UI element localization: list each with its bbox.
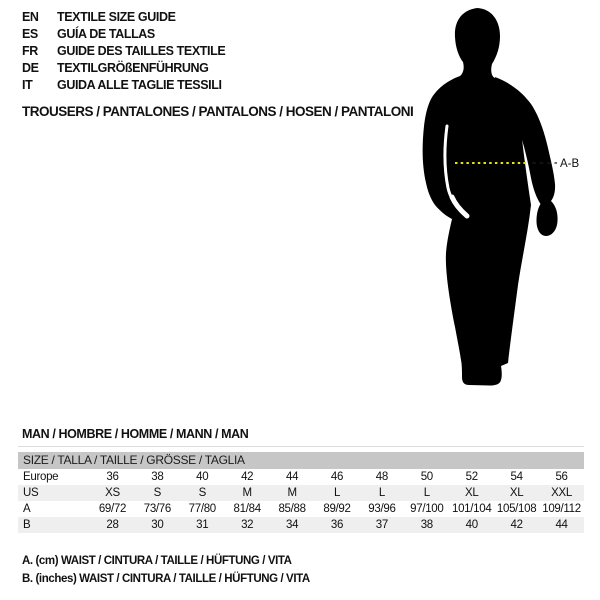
size-cell: XL: [509, 487, 524, 499]
measure-label: A-B: [560, 158, 580, 170]
size-cell: L: [378, 487, 385, 499]
size-cell: 36: [106, 471, 119, 483]
size-cell: 28: [106, 519, 119, 531]
man-silhouette-body: [423, 8, 531, 386]
size-cell: 77/80: [188, 503, 216, 515]
language-row: [22, 60, 225, 77]
size-cell: 81/84: [233, 503, 261, 515]
size-cell: 37: [375, 519, 388, 531]
size-cell: M: [242, 487, 252, 499]
language-title-list: [22, 9, 225, 94]
size-cell: 42: [510, 519, 523, 531]
size-cell: S: [153, 487, 162, 499]
size-cell: 101/104: [451, 503, 492, 515]
size-cell: L: [333, 487, 341, 499]
size-cell: L: [423, 487, 430, 499]
table-top-rule: [18, 446, 584, 447]
language-title: TEXTILE SIZE GUIDE: [57, 10, 176, 24]
size-cell: 109/112: [542, 503, 581, 515]
size-cell: 38: [420, 519, 433, 531]
section-title-man: MAN / HOMBRE / HOMME / MANN / MAN: [22, 427, 249, 441]
size-cell: 40: [465, 519, 478, 531]
size-table-header: SIZE / TALLA / TAILLE / GRÖSSE / TAGLIA: [18, 452, 584, 469]
size-cell: 34: [285, 519, 299, 531]
language-row: [22, 43, 225, 60]
size-cell: 38: [151, 471, 164, 483]
size-table-row: [18, 469, 584, 485]
measurement-note: B. (inches) WAIST / CINTURA / TAILLE / HÜFTUNG / VITA: [22, 573, 310, 585]
size-cell: 40: [196, 471, 209, 483]
size-cell: 93/96: [368, 503, 396, 515]
size-table-rows: [18, 469, 584, 533]
size-cell: S: [198, 487, 206, 499]
size-cell: 54: [510, 471, 523, 483]
size-cell: 85/88: [278, 503, 306, 515]
size-cell: 30: [151, 519, 164, 531]
row-label: Europe: [23, 471, 59, 483]
row-label: US: [23, 487, 39, 499]
language-title: GUIDA ALLE TAGLIE TESSILI: [57, 78, 222, 92]
size-cell: 69/72: [98, 503, 127, 515]
size-cell: 44: [555, 519, 568, 531]
size-table: [18, 446, 584, 533]
size-cell: XL: [464, 487, 479, 499]
row-label: B: [23, 519, 31, 531]
measurement-notes: [22, 552, 310, 588]
size-cell: 31: [196, 519, 209, 531]
language-code: DE: [22, 61, 39, 75]
language-row: [22, 26, 225, 43]
size-cell: 73/76: [143, 503, 171, 515]
language-title: TEXTILGRÖßENFÜHRUNG: [57, 61, 209, 75]
row-label: A: [23, 503, 31, 515]
size-cell: 36: [330, 519, 344, 531]
language-title: GUÍA DE TALLAS: [57, 27, 155, 41]
size-cell: 52: [465, 471, 478, 483]
language-code: FR: [22, 44, 38, 58]
size-table-row: [18, 501, 584, 517]
language-row: [22, 77, 225, 94]
size-cell: 56: [555, 471, 568, 483]
size-cell: 89/92: [323, 503, 351, 515]
size-cell: 42: [241, 471, 254, 483]
language-code: ES: [22, 27, 38, 41]
size-cell: 44: [285, 471, 299, 483]
size-cell: M: [287, 487, 297, 499]
size-cell: 97/100: [410, 503, 444, 515]
language-code: IT: [22, 78, 33, 92]
measurement-note: A. (cm) WAIST / CINTURA / TAILLE / HÜFTUNG / VITA: [22, 555, 292, 567]
size-cell: XS: [105, 487, 120, 499]
size-cell: 32: [241, 519, 254, 531]
size-cell: 50: [420, 471, 433, 483]
language-code: EN: [22, 10, 39, 24]
size-cell: 105/108: [496, 503, 537, 515]
size-cell: XXL: [551, 487, 572, 499]
size-table-row: [18, 485, 584, 501]
size-cell: 46: [330, 471, 344, 483]
man-silhouette-figure: [400, 0, 600, 400]
language-title: GUIDE DES TAILLES TEXTILE: [57, 44, 226, 58]
language-row: [22, 9, 225, 26]
garment-title: TROUSERS / PANTALONES / PANTALONS / HOSEN / PANTALONI: [22, 104, 414, 119]
size-cell: 48: [375, 471, 388, 483]
size-table-row: [18, 517, 584, 533]
